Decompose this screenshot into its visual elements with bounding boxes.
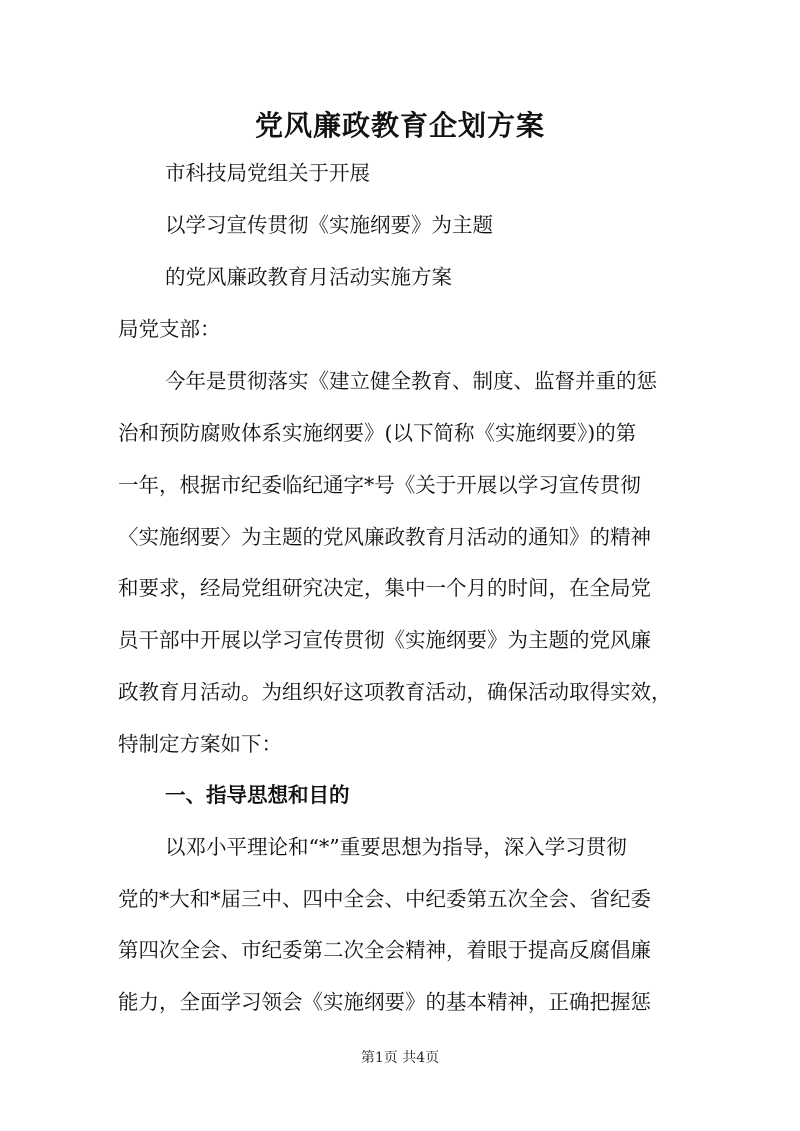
page-number-footer: 第1页 共4页 [360,1050,440,1066]
paragraph-line: 政教育月活动。为组织好这项教育活动，确保活动取得实效， [118,680,672,704]
paragraph-line: 一年，根据市纪委临纪通字*号《关于开展以学习宣传贯彻 [118,473,641,497]
paragraph-line: 能力，全面学习领会《实施纲要》的基本精神，正确把握惩 [118,990,651,1014]
paragraph-line: 治和预防腐败体系实施纲要》(以下简称《实施纲要》)的第 [118,421,637,445]
section-heading: 一、指导思想和目的 [165,783,350,807]
subtitle-line: 的党风廉政教育月活动实施方案 [165,265,452,289]
paragraph-line: 员干部中开展以学习宣传贯彻《实施纲要》为主题的党风廉 [118,628,651,652]
paragraph-line: 和要求，经局党组研究决定，集中一个月的时间，在全局党 [118,576,651,600]
paragraph-line: 党的*大和*届三中、四中全会、中纪委第五次全会、省纪委 [118,887,651,911]
salutation: 局党支部： [118,317,221,341]
paragraph-line: 第四次全会、市纪委第二次全会精神，着眼于提高反腐倡廉 [118,938,651,962]
paragraph-line: 以邓小平理论和“*”重要思想为指导，深入学习贯彻 [165,835,627,859]
paragraph-line: 今年是贯彻落实《建立健全教育、制度、监督并重的惩 [165,369,657,393]
subtitle-line: 以学习宣传贯彻《实施纲要》为主题 [165,213,493,237]
paragraph-line: 〈实施纲要〉为主题的党风廉政教育月活动的通知》的精神 [118,525,651,549]
subtitle-line: 市科技局党组关于开展 [165,161,370,185]
paragraph-line: 特制定方案如下： [118,732,282,756]
document-title: 党风廉政教育企划方案 [254,109,545,142]
